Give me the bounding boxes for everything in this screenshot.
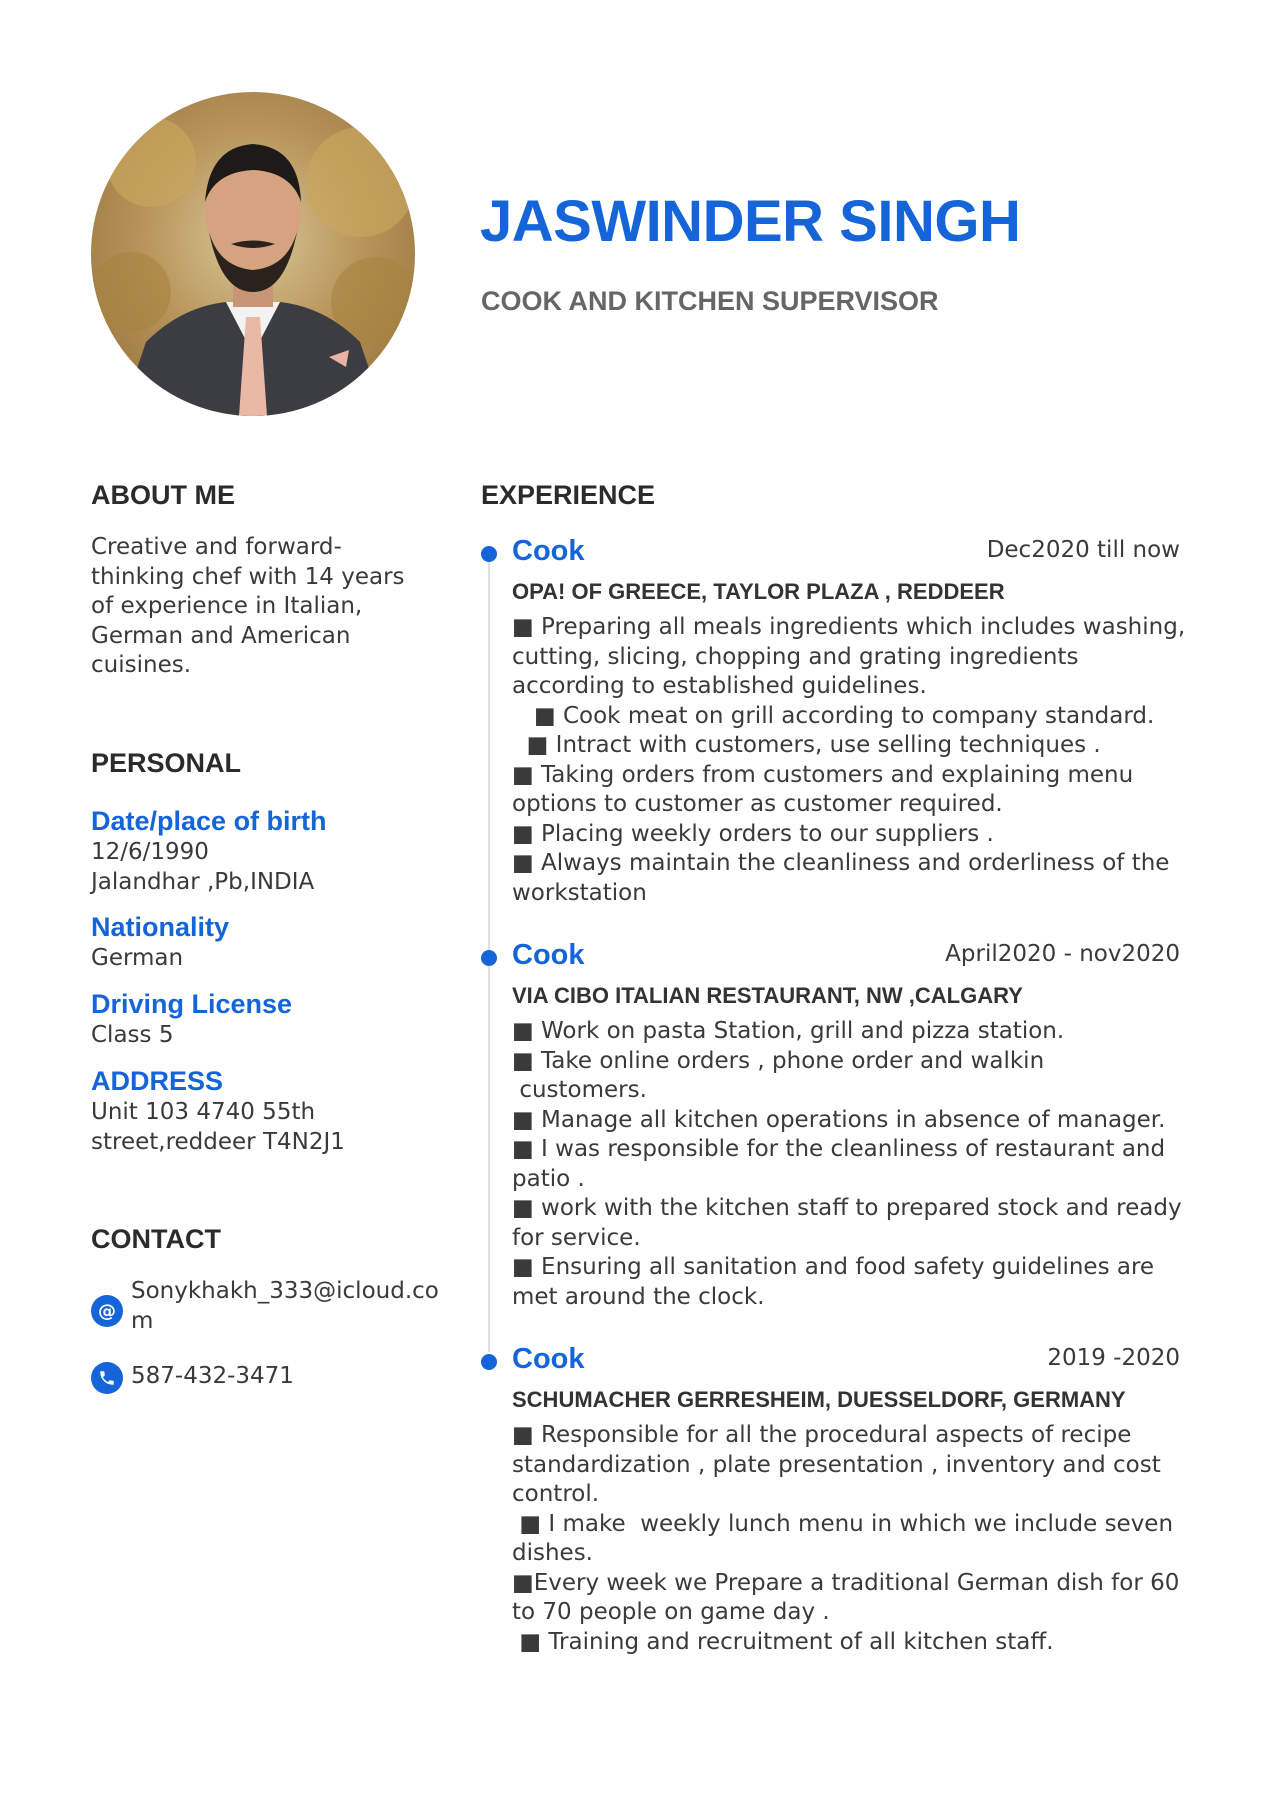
job-bullet: ■ Ensuring all sanitation and food safety guidelines are met around the clock. [512,1254,1162,1310]
timeline-dot [481,1354,497,1370]
job-title: COOK AND KITCHEN SUPERVISOR [481,286,939,316]
job-bullet: ■ I was responsible for the cleanliness of restaurant and patio . [512,1136,1173,1192]
job-bullet: ■ Intract with customers, use selling techniques . [512,732,1101,758]
job-role: Cook [512,1343,585,1375]
contact-heading: CONTACT [91,1224,221,1254]
about-text: Creative and forward-thinking chef with 14 years of experience in Italian, German and American cuisines. [91,534,405,678]
job-bullets [512,1421,1192,1657]
about-heading: ABOUT ME [91,480,235,510]
birth-value: 12/6/1990 Jalandhar ,Pb,INDIA [91,839,315,895]
email-link[interactable]: Sonykhakh_333@icloud.com [131,1278,439,1334]
job-bullet: ■ I make weekly lunch menu in which we include seven dishes. [512,1510,1181,1566]
job-bullet: ■ Take online orders , phone order and walkin customers. [512,1047,1045,1103]
job-bullet: ■ Preparing all meals ingredients which includes washing, cutting, slicing, chopping and grating ingredients according to established guidelines. [512,614,1193,699]
at-icon: @ [91,1295,123,1327]
job-company: SCHUMACHER GERRESHEIM, DUESSELDORF, GERMANY [512,1387,1126,1412]
candidate-name: JASWINDER SINGH [480,189,1021,254]
timeline-dot [481,546,497,562]
job-role: Cook [512,939,585,971]
job-bullet: ■ work with the kitchen staff to prepared stock and ready for service. [512,1195,1189,1251]
job-bullet: ■ Work on pasta Station, grill and pizza station. [512,1018,1065,1044]
profile-photo [91,92,415,416]
job-date: Dec2020 till now [986,537,1180,563]
license-value: Class 5 [91,1022,174,1048]
job-date: April2020 - nov2020 [945,941,1180,967]
phone-number[interactable]: 587-432-3471 [131,1363,294,1389]
timeline-dot [481,950,497,966]
job-bullet: ■ Responsible for all the procedural aspects of recipe standardization , plate presentation , inventory and cost control. [512,1422,1169,1507]
address-value: Unit 103 4740 55th street,reddeer T4N2J1 [91,1099,345,1155]
address-label: ADDRESS [91,1066,224,1096]
nationality-value: German [91,945,184,971]
job-bullet: ■ Manage all kitchen operations in absence of manager. [512,1106,1166,1133]
phone-row [91,1362,451,1394]
job-company: VIA CIBO ITALIAN RESTAURANT, NW ,CALGARY [512,983,1023,1008]
job-bullet: ■ Taking orders from customers and explaining menu options to customer as customer required. [512,761,1141,817]
license-label: Driving License [91,989,293,1019]
job-date: 2019 -2020 [1047,1345,1180,1371]
email-row [91,1277,451,1336]
job-bullet: ■ Cook meat on grill according to company standard. [512,702,1155,729]
job-bullet: ■Every week we Prepare a traditional German dish for 60 to 70 people on game day . [512,1569,1187,1625]
experience-heading: EXPERIENCE [481,480,656,510]
personal-heading: PERSONAL [91,748,242,778]
job-bullets [512,613,1192,908]
birth-label: Date/place of birth [91,806,327,836]
job-bullet: ■ Placing weekly orders to our suppliers . [512,820,994,847]
profile-photo-illustration [91,92,415,416]
job-bullets [512,1017,1192,1312]
job-bullet: ■ Always maintain the cleanliness and orderliness of the workstation [512,850,1177,906]
job-role: Cook [512,535,585,567]
job-company: OPA! OF GREECE, TAYLOR PLAZA , REDDEER [512,579,1005,604]
job-bullet: ■ Training and recruitment of all kitchen staff. [512,1628,1054,1655]
nationality-label: Nationality [91,912,230,942]
phone-icon [91,1362,123,1394]
